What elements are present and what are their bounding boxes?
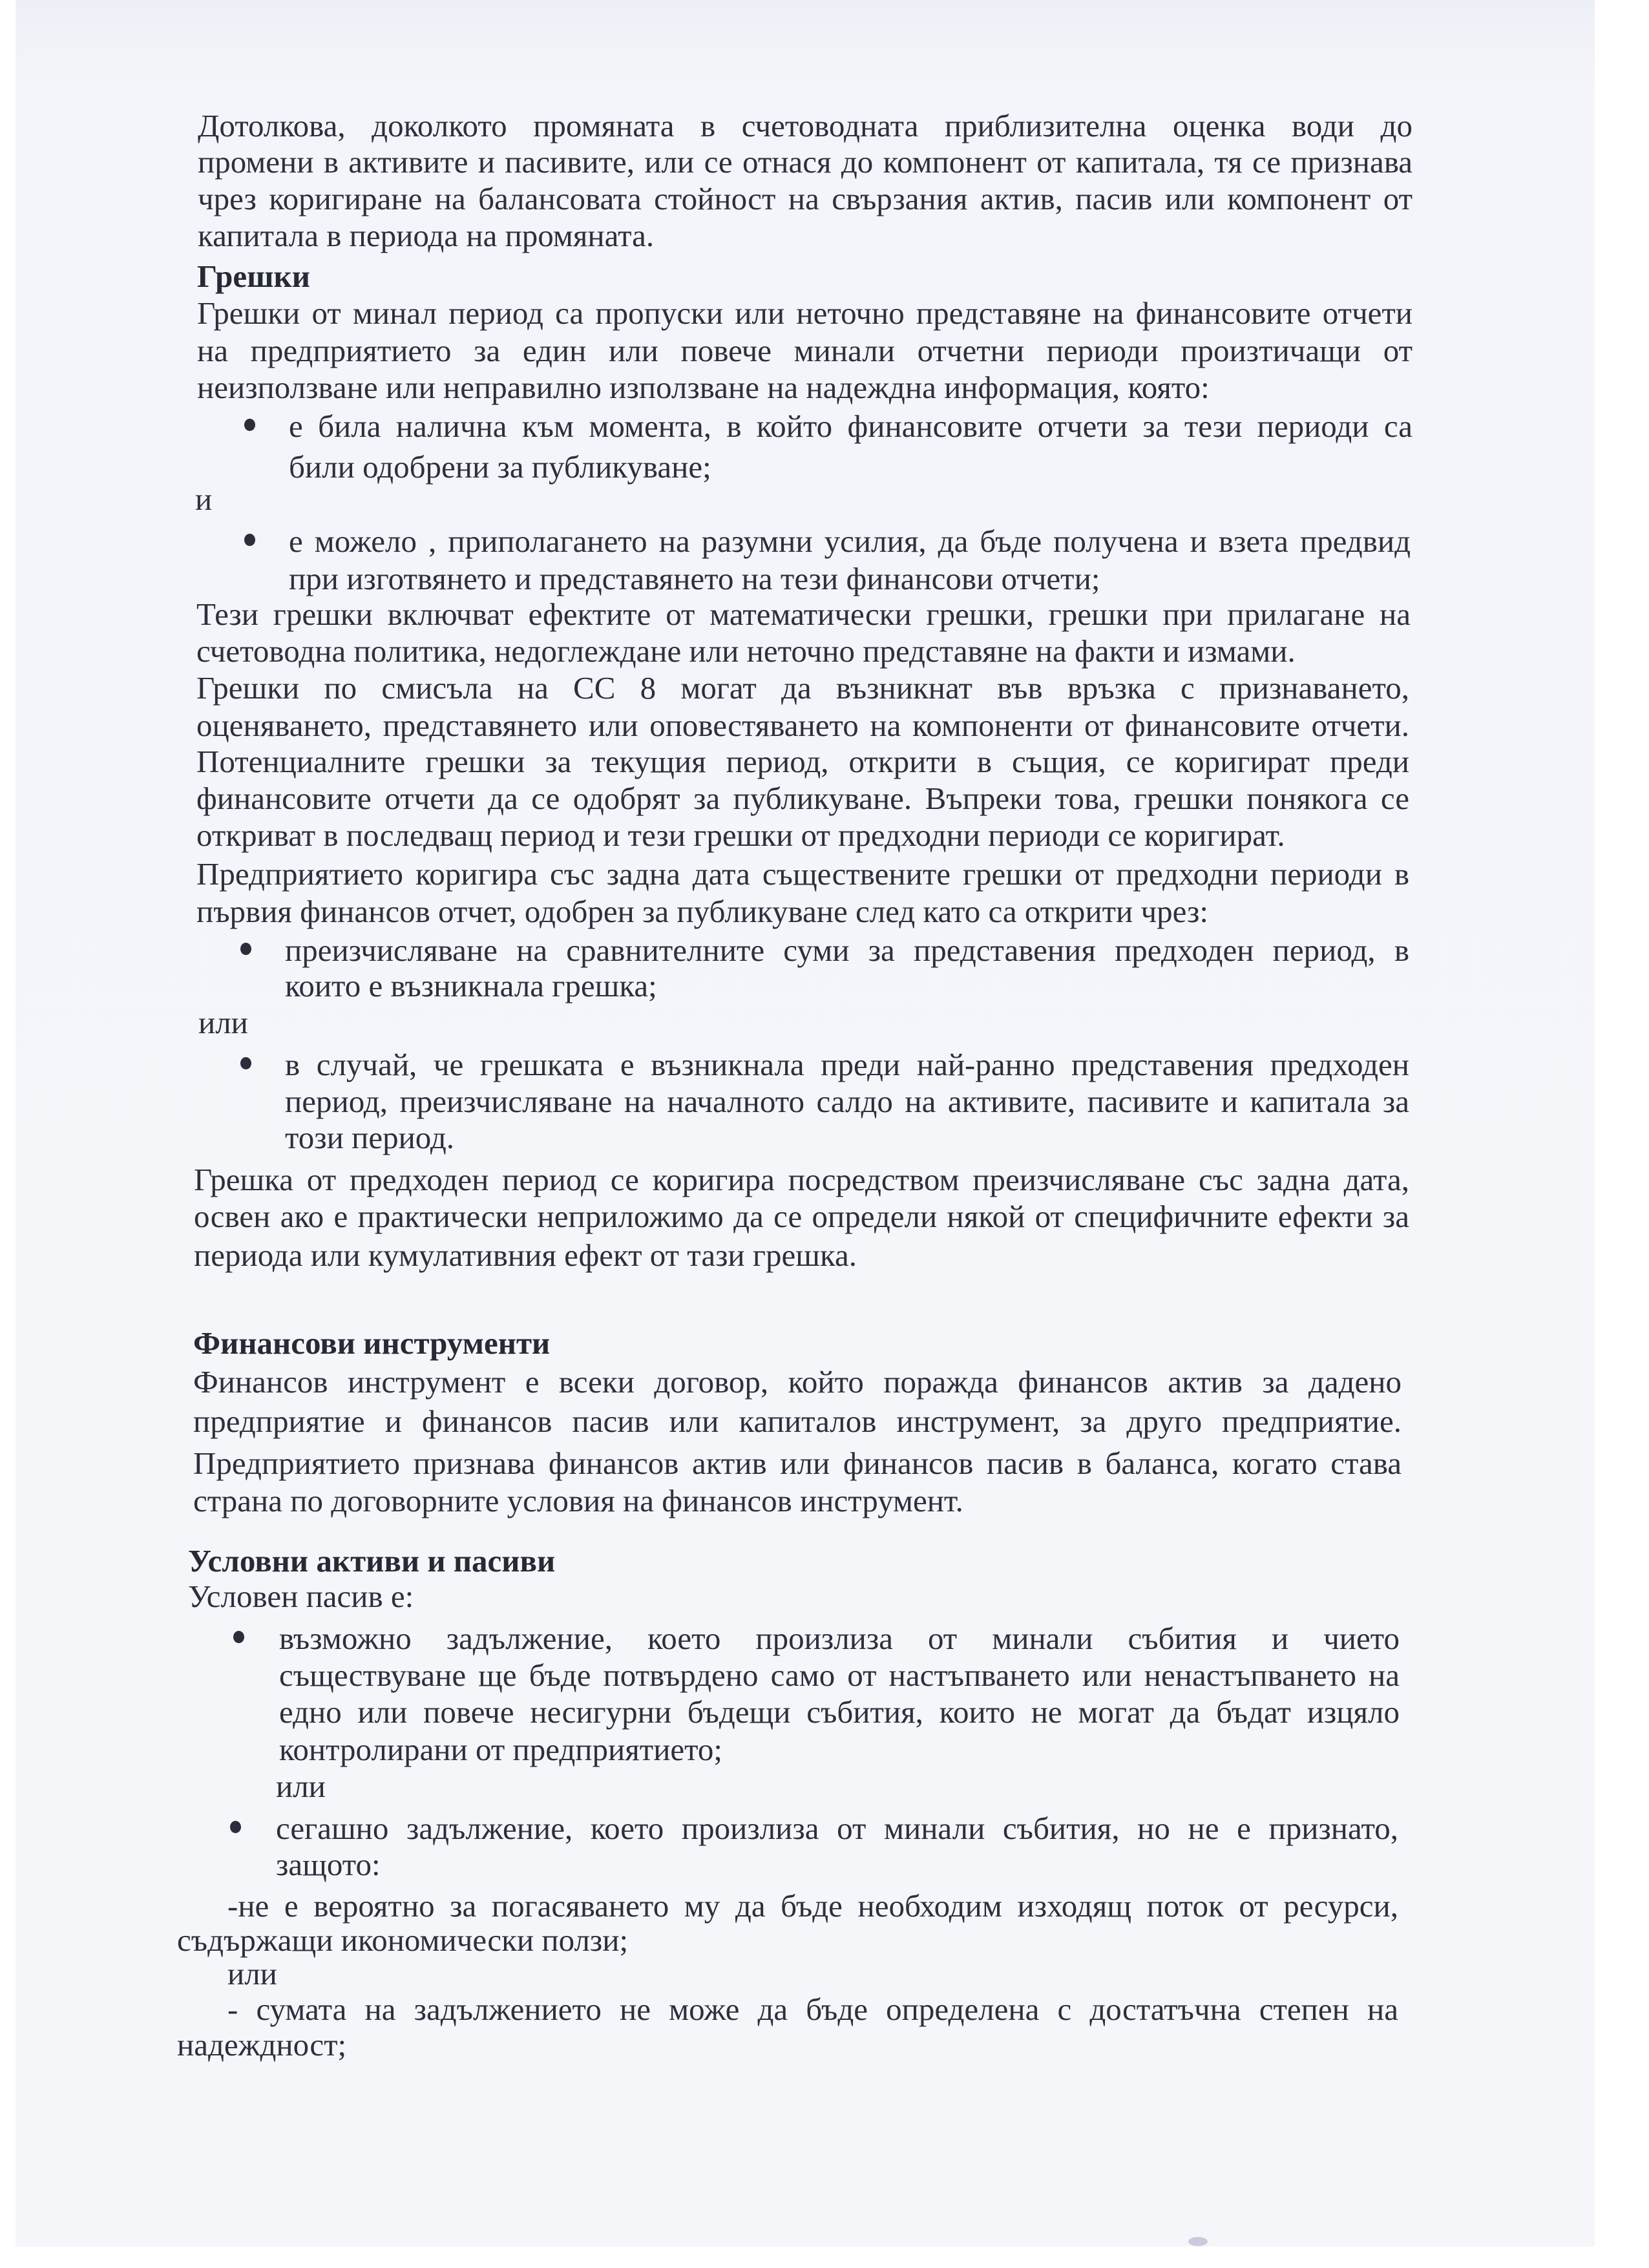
list-item-line: в случай, че грешката е възникнала преди най-ранно представения предходен [285,1047,1409,1082]
list-item-line: съществуване ще бъде потвърдено само от настъпването или ненастъпването на [279,1657,1400,1693]
section-heading-contingent: Условни активи и пасиви [188,1543,556,1579]
list-item-line: били одобрени за публикуване; [289,449,711,485]
list-item-line: при изготвянето и представянето на тези финансови отчети; [289,561,1100,596]
paragraph-line: капитала в периода на промяната. [198,218,655,253]
paragraph-line: Грешка от предходен период се коригира посредством преизчисляване със задна дата, [194,1162,1409,1197]
list-item-line: които е възникнала грешка; [285,968,657,1003]
paragraph-line: Дотолкова, доколкото промяната в счетоводната приблизителна оценка води до [198,108,1413,143]
list-item-line: защото: [276,1847,381,1882]
paragraph-line: Грешки от минал период са пропуски или неточно представяне на финансовите отчети [197,295,1413,331]
paragraph-line: финансовите отчети да се одобрят за публикуване. Въпреки това, грешки понякога се [196,781,1409,816]
scanned-page [16,0,1595,2247]
paragraph-line: Условен пасив е: [188,1579,414,1614]
paragraph-line: оценяването, представянето или оповестяването на компоненти от финансовите отчети. [196,708,1409,743]
paragraph-line: първия финансов отчет, одобрен за публикуване след като са открити чрез: [196,894,1208,929]
paragraph-line: Предприятието признава финансов актив или финансов пасив в баланса, когато става [193,1445,1402,1481]
paragraph-line: неизползване или неправилно използване на надеждна информация, която: [197,370,1210,405]
sub-item-line: надеждност; [177,2027,347,2063]
bullet-icon [244,419,255,431]
paragraph-line: периода или кумулативния ефект от тази грешка. [194,1237,857,1273]
sub-item-line: -не е вероятно за погасяването му да бъде необходим изходящ поток от ресурси, [227,1888,1398,1924]
list-item-line: период, преизчисляване на началното салдо на активите, пасивите и капитала за [285,1084,1409,1119]
sub-item-line: съдържащи икономически ползи; [177,1922,629,1958]
paragraph-line: на предприятието за един или повече минали отчетни периоди произтичащи от [197,333,1413,368]
list-item-line: едно или повече несигурни бъдещи събития, които не могат да бъдат изцяло [279,1694,1400,1730]
paragraph-line: Потенциалните грешки за текущия период, открити в същия, се коригират преди [196,744,1409,779]
section-heading-errors: Грешки [197,258,310,294]
paragraph-line: промени в активите и пасивите, или се отнася до компонент от капитала, тя се признава [198,144,1413,180]
bullet-icon [244,534,255,546]
list-item-line: е можело , приполагането на разумни усилия, да бъде получена и взета предвид [289,523,1411,559]
paragraph-line: Тези грешки включват ефектите от математически грешки, грешки при прилагане на [196,596,1411,632]
paragraph-line: счетоводна политика, недоглеждане или неточно представяне на факти и измами. [196,633,1296,669]
paragraph-line: Финансов инструмент е всеки договор, който поражда финансов актив за дадено [193,1364,1402,1400]
paragraph-line: откриват в последващ период и тези грешки от предходни периоди се коригират. [196,817,1285,853]
paragraph-line: Грешки по смисъла на СС 8 могат да възникнат във връзка с признаването, [196,670,1409,706]
list-item-line: този период. [285,1120,455,1155]
connector-or: или [198,1005,248,1040]
list-item-line: възможно задължение, което произлиза от минали събития и чието [279,1621,1400,1656]
list-item-line: е била налична към момента, в който финансовите отчети за тези периоди са [289,408,1413,444]
connector-or: или [276,1769,326,1804]
section-heading-financial-instruments: Финансови инструменти [193,1325,551,1361]
paragraph-line: страна по договорните условия на финансов инструмент. [193,1483,963,1518]
list-item-line: преизчисляване на сравнителните суми за представения предходен период, в [285,932,1409,968]
bullet-icon [230,1821,241,1833]
connector-or: или [227,1956,277,1991]
bullet-icon [233,1631,244,1643]
paragraph-line: предприятие и финансов пасив или капиталов инструмент, за друго предприятие. [193,1403,1402,1439]
paragraph-line: чрез коригиране на балансовата стойност на свързания актив, пасив или компонент от [198,181,1413,216]
paragraph-line: Предприятието коригира със задна дата съществените грешки от предходни периоди в [196,856,1409,892]
list-item-line: сегашно задължение, което произлиза от минали събития, но не е признато, [276,1811,1398,1846]
bullet-icon [240,943,251,955]
bullet-icon [240,1057,251,1069]
list-item-line: контролирани от предприятието; [279,1732,723,1767]
sub-item-line: - сумата на задължението не може да бъде определена с достатъчна степен на [227,1991,1398,2027]
connector-and: и [195,481,213,517]
scan-smudge [1188,2237,1208,2246]
paragraph-line: освен ако е практически неприложимо да се определи някой от специфичните ефекти за [194,1199,1409,1234]
